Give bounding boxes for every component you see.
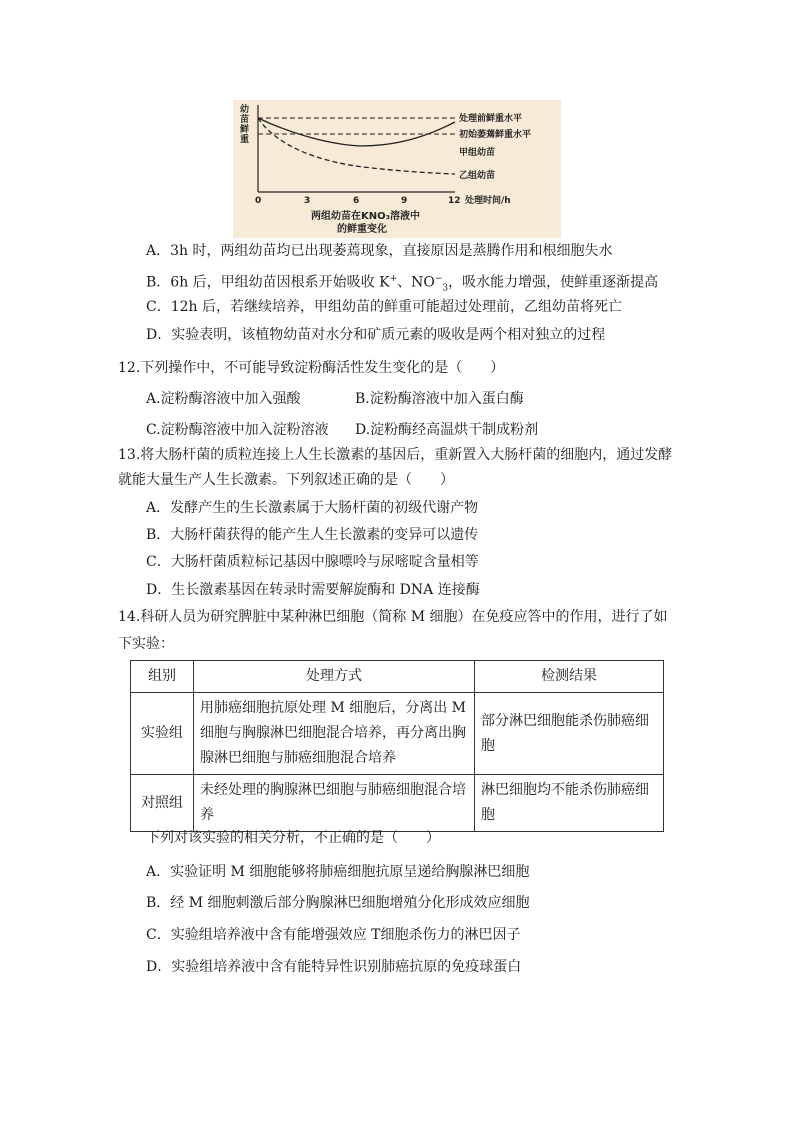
table-header-row [131,661,664,693]
x-tick: 0 [255,196,262,206]
figure-caption-line1: 两组幼苗在KNO₃溶液中 [311,211,420,222]
x-tick: 9 [401,196,408,206]
q14-option-c: C．实验组培养液中含有能增强效应 T细胞杀伤力的淋巴因子 [146,927,521,943]
q13-option-c: C．大肠杆菌质粒标记基因中腺嘌呤与尿嘧啶含量相等 [146,554,479,570]
q14-stem-line2: 下实验： [118,636,174,652]
q13-stem-line1: 13.将大肠杆菌的质粒连接上人生长激素的基因后，重新置入大肠杆菌的细胞内，通过发酵 [118,447,673,463]
kno3-fresh-weight-figure [233,100,561,238]
q12-option-b: B.淀粉酶溶液中加入蛋白酶 [355,391,524,407]
q13-stem-line2: 就能大量生产人生长激素。下列叙述正确的是（ ） [118,472,454,488]
legend-group-b: 乙组幼苗 [459,171,496,181]
cell-treatment: 未经处理的胸腺淋巴细胞与肺癌细胞混合培养 [194,775,475,832]
table-row [131,693,664,775]
y-label-char: 幼 [240,105,250,115]
x-axis-label: 处理时间/h [465,196,511,206]
experiment-table [130,660,664,832]
q13-option-a: A．发酵产生的生长激素属于大肠杆菌的初级代谢产物 [146,500,479,516]
table-row [131,775,664,832]
y-label-char: 重 [240,135,250,145]
x-tick: 3 [304,196,311,206]
q12-stem: 12.下列操作中，不可能导致淀粉酶活性发生变化的是（ ） [118,360,505,376]
fresh-weight-chart [233,100,561,238]
legend-pre-treatment: 处理前鲜重水平 [459,114,523,124]
q13-option-b: B．大肠杆菌获得的能产生人生长激素的变异可以遗传 [146,527,479,543]
q11-option-c: C．12h 后，若继续培养，甲组幼苗的鲜重可能超过处理前，乙组幼苗将死亡 [146,299,622,315]
y-label-char: 苗 [240,115,250,125]
x-tick: 6 [353,196,360,206]
q14-option-b: B．经 M 细胞刺激后部分胸腺淋巴细胞增殖分化形成效应细胞 [146,895,530,911]
q12-option-a: A.淀粉酶溶液中加入强酸 [146,391,301,407]
q14-option-d: D．实验组培养液中含有能特异性识别肺癌抗原的免疫球蛋白 [146,959,522,975]
q14-option-a: A．实验证明 M 细胞能够将肺癌细胞抗原呈递给胸腺淋巴细胞 [146,864,530,880]
cell-treatment: 用肺癌细胞抗原处理 M 细胞后，分离出 M 细胞与胸腺淋巴细胞混合培养，再分离出胸腺淋巴细胞与肺癌细胞混合培养 [194,693,475,775]
header-group: 组别 [131,661,194,693]
q13-option-d: D．生长激素基因在转录时需要解旋酶和 DNA 连接酶 [146,582,480,598]
q14-followup: 下列对该实验的相关分析，不正确的是（ ） [146,830,440,846]
q12-option-d: D.淀粉酶经高温烘干制成粉剂 [355,422,539,438]
q12-option-c: C.淀粉酶溶液中加入淀粉溶液 [146,422,329,438]
y-label-char: 鲜 [240,125,250,135]
q11-option-b: B．6h 后，甲组幼苗因根系开始吸收 K+、$NO^-_3$，吸水能力增强，使鲜重逐渐提高 [146,274,659,294]
x-tick: 12 [448,196,461,206]
cell-result: 淋巴细胞均不能杀伤肺癌细胞 [475,775,664,832]
group-a-curve [258,118,455,146]
cell-group: 对照组 [131,775,194,832]
q11-option-a: A．3h 时，两组幼苗均已出现萎蔫现象，直接原因是蒸腾作用和根细胞失水 [146,243,613,259]
cell-result: 部分淋巴细胞能杀伤肺癌细胞 [475,693,664,775]
legend-initial-wilting: 初始萎蔫鲜重水平 [459,130,532,140]
header-result: 检测结果 [475,661,664,693]
cell-group: 实验组 [131,693,194,775]
header-treatment: 处理方式 [194,661,475,693]
legend-group-a: 甲组幼苗 [459,148,496,158]
figure-caption-line2: 的鲜重变化 [337,224,387,235]
q11-option-d: D．实验表明，该植物幼苗对水分和矿质元素的吸收是两个相对独立的过程 [146,327,606,343]
q14-stem-line1: 14.科研人员为研究脾脏中某种淋巴细胞（简称 M 细胞）在免疫应答中的作用，进行了如 [118,609,668,625]
